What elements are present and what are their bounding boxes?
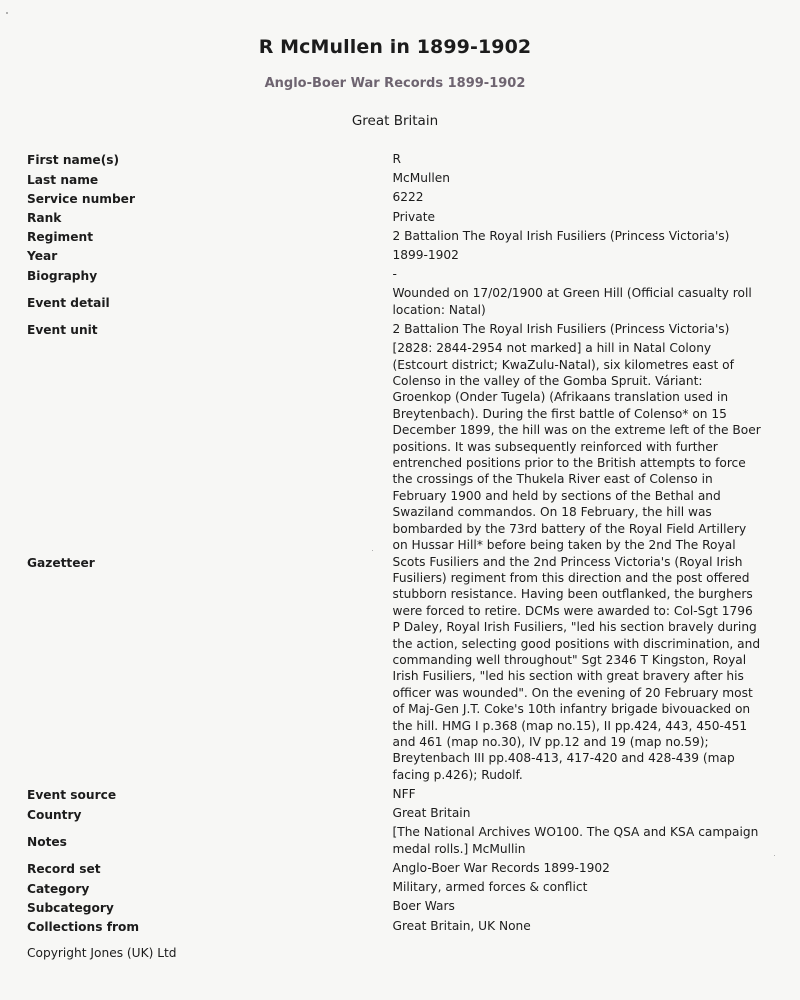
table-row — [22, 209, 762, 228]
field-value: Great Britain, UK None — [392, 918, 531, 933]
field-value: 6222 — [392, 190, 424, 205]
page-title: R McMullen in 1899-1902 — [258, 36, 532, 58]
table-row — [22, 860, 762, 879]
field-value: Great Britain — [392, 806, 471, 821]
table-row — [22, 266, 762, 285]
field-value: [2828: 2844-2954 not marked] a hill in Natal Colony (Estcourt district; KwaZulu-Natal), six kilometres east of Colenso in the valley of the Gomba Spruit. Váriant: Groenkop (Onder Tugela) (Afrikaans translation used in Breytenbach). During the first battle of Colenso* on 15 December 1899, the hill was on the extreme left of the Boer positions. It was subsequently reinforced with further entrenched positions prior to the British attempts to force the crossings of the Thukela River east of Colenso in February 1900 and held by sections of the Bethal and Swaziland commandos. On 18 February, the hill was bombarded by the 73rd battery of the Royal Field Artillery on Hussar Hill* before being taken by the 2nd The Royal Scots Fusiliers and the 2nd Princess Victoria's (Royal Irish Fusiliers) regiment from this direction and the post offered stubborn resistance. Having been outflanked, the burghers were forced to retire. DCMs were awarded to: Col-Sgt 1796 P Daley, Royal Irish Fusiliers, "led his section bravely during the action, selecting good positions with discrimination, and commanding well throughout" Sgt 2346 T Kingston, Royal Irish Fusiliers, "led his section with great bravery after his officer was wounded". On the evening of 20 February most of Maj-Gen J.T. Coke's 10th infantry brigade bivouacked on the hill. HMG I p.368 (map no.15), II pp.424, 443, 450-451 and 461 (map no.30), IV pp.12 and 19 (map no.59); Breytenbach III pp.408-413, 417-420 and 428-439 (map facing p.426); Rudolf. — [392, 341, 761, 782]
table-row — [22, 824, 762, 860]
field-label: Service number — [27, 191, 135, 206]
table-row — [22, 340, 762, 786]
country-heading: Great Britain — [351, 113, 439, 129]
scan-speck — [774, 855, 775, 856]
field-value: Wounded on 17/02/1900 at Green Hill (Official casualty roll location: Natal) — [392, 286, 752, 317]
table-row — [22, 879, 762, 898]
field-value: Anglo-Boer War Records 1899-1902 — [392, 861, 610, 876]
field-label: Event detail — [27, 296, 110, 311]
field-value: - — [392, 267, 397, 282]
scan-speck — [6, 12, 8, 14]
field-label: Subcategory — [27, 900, 114, 915]
table-row — [22, 151, 762, 170]
field-label: Collections from — [27, 920, 140, 935]
table-row — [22, 170, 762, 189]
table-row — [22, 285, 762, 321]
field-label: Notes — [27, 835, 67, 849]
field-label: First name(s) — [27, 153, 120, 168]
table-row — [22, 918, 762, 937]
field-value: Boer Wars — [392, 899, 455, 914]
table-row — [22, 189, 762, 208]
record-set-subtitle: Anglo-Boer War Records 1899-1902 — [264, 76, 526, 91]
copyright-notice: Copyright Jones (UK) Ltd — [27, 946, 177, 960]
field-value: McMullen — [392, 171, 450, 186]
table-row — [22, 898, 762, 917]
field-value: [The National Archives WO100. The QSA and KSA campaign medal rolls.] McMullin — [392, 825, 759, 856]
table-row — [22, 247, 762, 266]
field-label: Biography — [27, 268, 98, 283]
table-row — [22, 228, 762, 247]
field-value: 2 Battalion The Royal Irish Fusiliers (Princess Victoria's) — [392, 228, 730, 243]
scan-speck — [372, 550, 373, 551]
field-label: Country — [27, 807, 82, 822]
field-label: Event unit — [27, 323, 98, 338]
field-value: 1899-1902 — [392, 248, 459, 263]
field-value: Military, armed forces & conflict — [392, 880, 588, 895]
table-row — [22, 321, 762, 340]
table-row — [22, 786, 762, 805]
field-value: R — [392, 152, 401, 166]
field-label: Gazetteer — [27, 555, 95, 570]
field-value: Private — [392, 209, 435, 224]
field-label: Event source — [27, 788, 117, 803]
field-label: Regiment — [27, 230, 94, 245]
field-label: Record set — [27, 862, 101, 877]
field-label: Year — [27, 249, 58, 264]
field-label: Last name — [27, 172, 99, 187]
record-details-table — [22, 151, 762, 937]
field-label: Rank — [27, 211, 62, 225]
field-label: Category — [27, 881, 90, 896]
table-row — [22, 805, 762, 824]
field-value: NFF — [392, 787, 416, 801]
field-value: 2 Battalion The Royal Irish Fusiliers (Princess Victoria's) — [392, 322, 730, 337]
